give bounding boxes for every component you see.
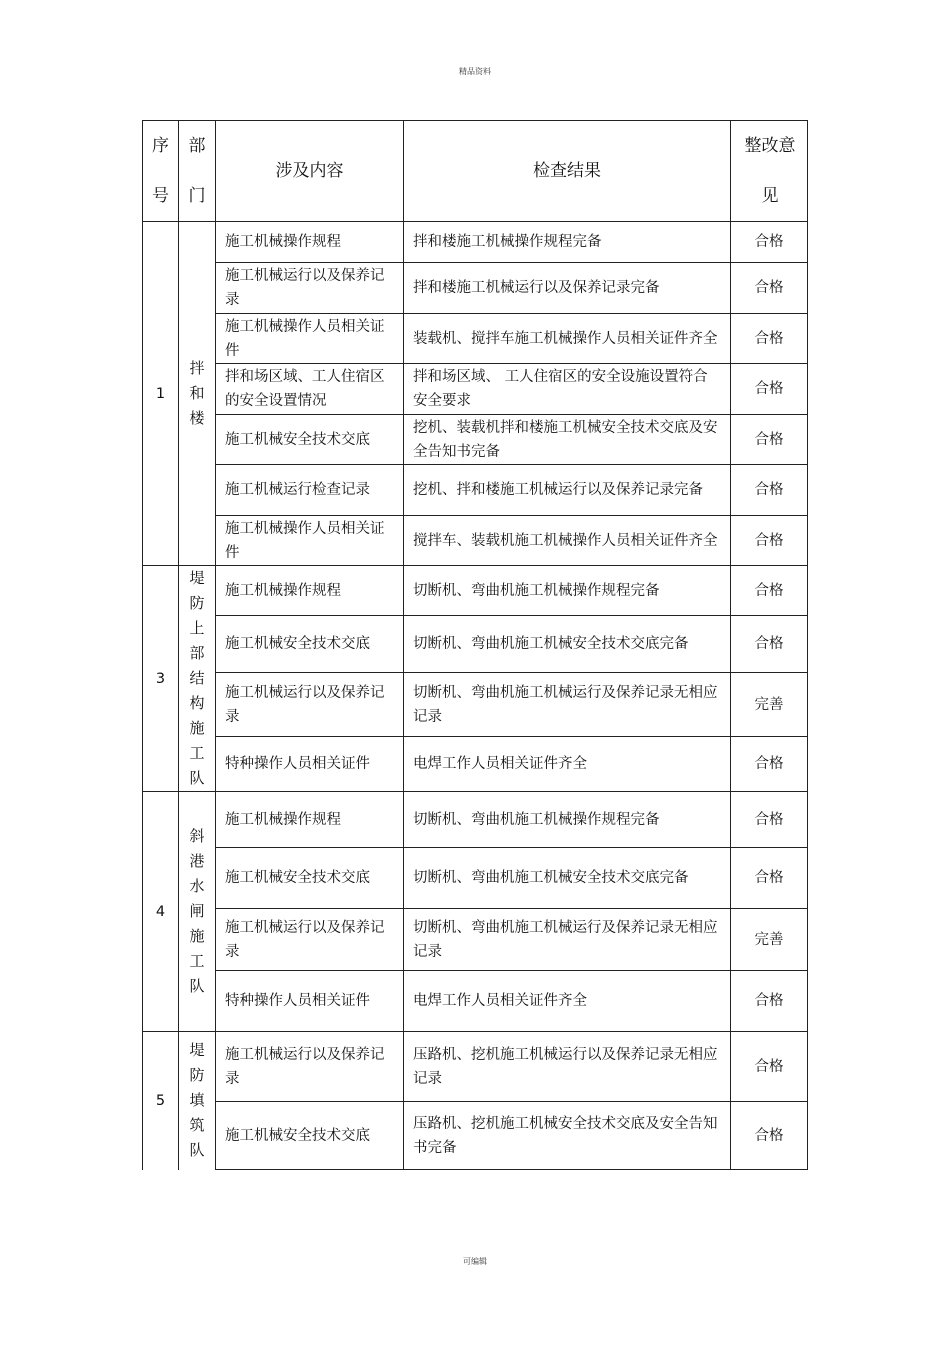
header-dept: 部门 (179, 121, 216, 222)
group-department: 拌和楼 (179, 222, 216, 566)
row-content: 施工机械运行以及保养记录 (216, 1032, 404, 1102)
row-result: 切断机、弯曲机施工机械运行及保养记录无相应记录 (404, 909, 731, 971)
row-opinion: 合格 (731, 971, 808, 1032)
header-opinion: 整改意见 (731, 121, 808, 222)
group-number: 3 (143, 566, 179, 792)
row-opinion: 完善 (731, 909, 808, 971)
table-row (143, 1032, 808, 1102)
row-opinion: 合格 (731, 263, 808, 314)
row-content: 施工机械操作人员相关证件 (216, 516, 404, 566)
row-result: 电焊工作人员相关证件齐全 (404, 971, 731, 1032)
row-content: 施工机械安全技术交底 (216, 1102, 404, 1170)
row-opinion: 合格 (731, 1102, 808, 1170)
row-opinion: 合格 (731, 314, 808, 364)
table-row (143, 364, 808, 415)
table-row (143, 516, 808, 566)
row-opinion: 完善 (731, 673, 808, 736)
row-result: 切断机、弯曲机施工机械操作规程完备 (404, 792, 731, 848)
row-result: 压路机、挖机施工机械安全技术交底及安全告知书完备 (404, 1102, 731, 1170)
row-content: 施工机械操作规程 (216, 222, 404, 263)
table-row (143, 314, 808, 364)
table-row (143, 566, 808, 616)
table-row (143, 1102, 808, 1170)
row-opinion: 合格 (731, 848, 808, 909)
row-opinion: 合格 (731, 792, 808, 848)
row-opinion: 合格 (731, 736, 808, 791)
row-result: 电焊工作人员相关证件齐全 (404, 736, 731, 791)
table-row (143, 848, 808, 909)
row-content: 施工机械运行以及保养记录 (216, 673, 404, 736)
header-num: 序号 (143, 121, 179, 222)
header-content: 涉及内容 (216, 121, 404, 222)
row-opinion: 合格 (731, 222, 808, 263)
row-result: 装载机、搅拌车施工机械操作人员相关证件齐全 (404, 314, 731, 364)
row-result: 拌和楼施工机械运行以及保养记录完备 (404, 263, 731, 314)
group-number: 4 (143, 792, 179, 1032)
row-result: 拌和场区域、 工人住宿区的安全设施设置符合安全要求 (404, 364, 731, 415)
row-result: 挖机、装载机拌和楼施工机械安全技术交底及安全告知书完备 (404, 415, 731, 465)
group-department: 堤防填筑队 (179, 1032, 216, 1170)
table-header-row (143, 121, 808, 222)
group-number: 1 (143, 222, 179, 566)
group-department: 堤防上部结构施工队 (179, 566, 216, 792)
row-content: 特种操作人员相关证件 (216, 971, 404, 1032)
row-content: 施工机械安全技术交底 (216, 616, 404, 673)
row-content: 施工机械安全技术交底 (216, 415, 404, 465)
row-result: 切断机、弯曲机施工机械运行及保养记录无相应记录 (404, 673, 731, 736)
row-opinion: 合格 (731, 516, 808, 566)
row-content: 拌和场区域、工人住宿区的安全设置情况 (216, 364, 404, 415)
table-row (143, 909, 808, 971)
row-content: 特种操作人员相关证件 (216, 736, 404, 791)
table-row (143, 465, 808, 516)
row-result: 切断机、弯曲机施工机械操作规程完备 (404, 566, 731, 616)
table-row (143, 263, 808, 314)
row-result: 切断机、弯曲机施工机械安全技术交底完备 (404, 616, 731, 673)
table-row (143, 792, 808, 848)
page-footer-note: 可编辑 (463, 1257, 487, 1266)
row-result: 压路机、挖机施工机械运行以及保养记录无相应记录 (404, 1032, 731, 1102)
row-opinion: 合格 (731, 616, 808, 673)
row-content: 施工机械运行以及保养记录 (216, 263, 404, 314)
row-result: 搅拌车、装载机施工机械操作人员相关证件齐全 (404, 516, 731, 566)
table-row (143, 415, 808, 465)
row-content: 施工机械操作人员相关证件 (216, 314, 404, 364)
row-content: 施工机械操作规程 (216, 792, 404, 848)
row-content: 施工机械运行检查记录 (216, 465, 404, 516)
table-row (143, 971, 808, 1032)
row-result: 挖机、拌和楼施工机械运行以及保养记录完备 (404, 465, 731, 516)
inspection-table (142, 120, 808, 1170)
table-row (143, 673, 808, 736)
group-department: 斜港水闸施工队 (179, 792, 216, 1032)
row-opinion: 合格 (731, 364, 808, 415)
table-row (143, 222, 808, 263)
row-content: 施工机械操作规程 (216, 566, 404, 616)
header-result: 检查结果 (404, 121, 731, 222)
group-number: 5 (143, 1032, 179, 1170)
row-opinion: 合格 (731, 1032, 808, 1102)
row-opinion: 合格 (731, 465, 808, 516)
table-row (143, 616, 808, 673)
row-opinion: 合格 (731, 415, 808, 465)
row-opinion: 合格 (731, 566, 808, 616)
row-content: 施工机械运行以及保养记录 (216, 909, 404, 971)
table-row (143, 736, 808, 791)
row-result: 切断机、弯曲机施工机械安全技术交底完备 (404, 848, 731, 909)
page-header-note: 精品资料 (459, 67, 491, 76)
row-result: 拌和楼施工机械操作规程完备 (404, 222, 731, 263)
row-content: 施工机械安全技术交底 (216, 848, 404, 909)
